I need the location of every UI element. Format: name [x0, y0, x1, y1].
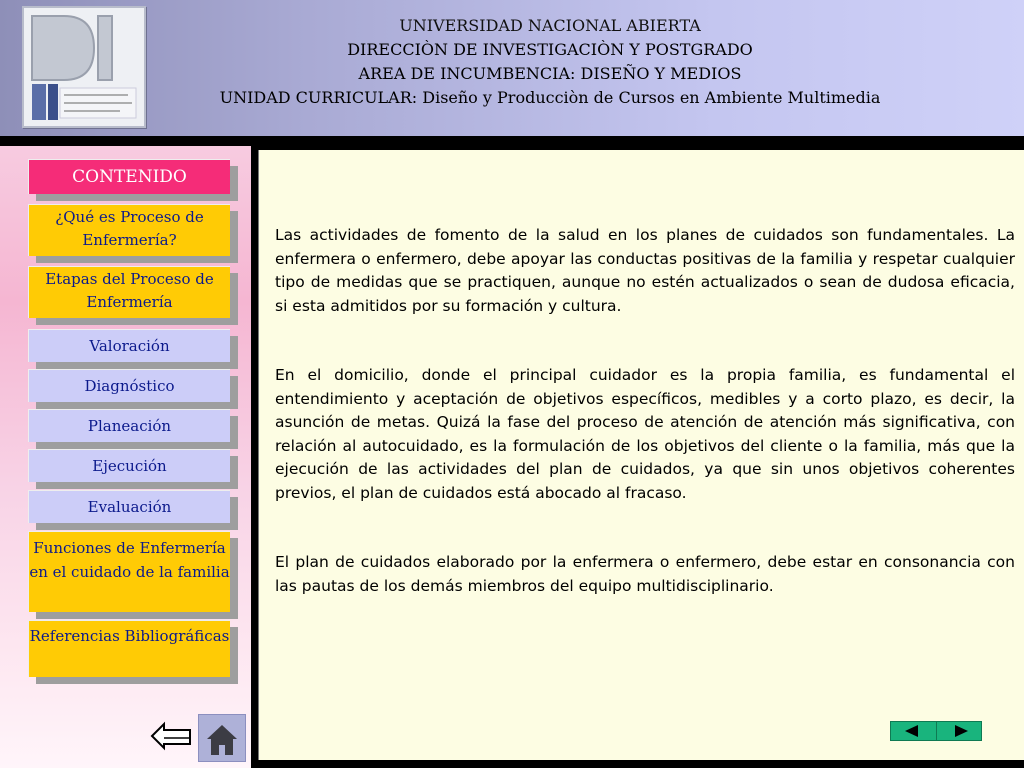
contenido-title: CONTENIDO: [28, 159, 230, 194]
header-divider: [0, 136, 1024, 146]
page-navigation: [890, 721, 982, 741]
menu-item-referencias[interactable]: Referencias Bibliográficas: [28, 620, 230, 677]
paragraph-fomento-salud: Las actividades de fomento de la salud en los planes de cuidados son fundamentales. La enfermera o enfermero, debe apoyar las conductas positivas de la familia y respetar cualquier tipo de medidas que se practiquen, aunque no estén actualizados o sean de dudosa eficacia, si esta admitidos por su formación y cultura.: [275, 226, 1015, 315]
menu-item-que-es-proceso[interactable]: ¿Qué es Proceso de Enfermería?: [28, 204, 230, 256]
menu-item-etapas-proceso[interactable]: Etapas del Proceso de Enfermería: [28, 266, 230, 318]
header-line-area: AREA DE INCUMBENCIA: DISEÑO Y MEDIOS: [358, 64, 742, 83]
paragraph-plan-cuidados: El plan de cuidados elaborado por la enfermera o enfermero, debe estar en consonancia con las pautas de los demás miembros del equipo multidisciplinario.: [275, 553, 1015, 595]
menu-item-diagnostico[interactable]: Diagnóstico: [28, 369, 230, 402]
header-line-direction: DIRECCIÒN DE INVESTIGACIÒN Y POSTGRADO: [347, 40, 753, 59]
header-banner: [0, 0, 1024, 136]
header-line-curricular-unit: UNIDAD CURRICULAR: Diseño y Producciòn de Cursos en Ambiente Multimedia: [219, 88, 881, 107]
menu-item-valoracion[interactable]: Valoración: [28, 329, 230, 362]
paragraph-domicilio: En el domicilio, donde el principal cuidador es la propia familia, es fundamental el entendimiento y aceptación de objetivos específicos, medibles y a corto plazo, es decir, la asunción de metas. Quizá la fase del proceso de atención de atención más significativa, con relación al autocuidado, es la formulación de los objetivos del cliente o la familia, más que la ejecución de las actividades del plan de cuidados, ya que sin unos objetivos coherentes previos, el plan de cuidados está abocado al fracaso.: [275, 366, 1015, 502]
next-page-button[interactable]: [936, 722, 982, 740]
return-arrow-icon: [150, 718, 192, 754]
content-panel: [258, 150, 1024, 760]
home-button[interactable]: [198, 714, 246, 762]
header-titles: [160, 14, 940, 110]
triangle-right-icon: [937, 722, 982, 740]
prev-page-button[interactable]: [891, 722, 936, 740]
menu-item-evaluacion[interactable]: Evaluación: [28, 490, 230, 523]
back-button[interactable]: [150, 718, 192, 754]
dip-logo-graphic: [24, 8, 144, 126]
menu-item-funciones-enfermeria[interactable]: Funciones de Enfermería en el cuidado de la familia: [28, 531, 230, 612]
dip-logo: [22, 6, 146, 128]
triangle-left-icon: [891, 722, 936, 740]
content-text: [275, 224, 1015, 644]
home-icon: [199, 715, 245, 761]
header-line-university: UNIVERSIDAD NACIONAL ABIERTA: [399, 16, 701, 35]
menu-item-ejecucion[interactable]: Ejecución: [28, 449, 230, 482]
menu-item-planeacion[interactable]: Planeación: [28, 409, 230, 442]
